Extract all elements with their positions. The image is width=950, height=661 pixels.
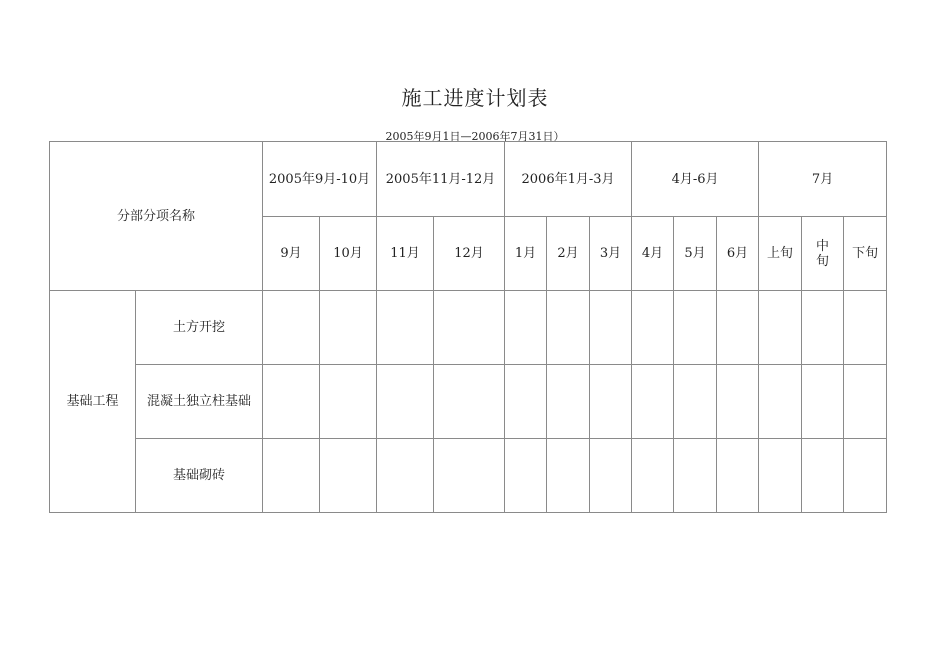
month-header: 11月 [377,217,434,291]
schedule-cell [377,291,434,365]
schedule-table [49,141,887,513]
schedule-cell [434,365,505,439]
schedule-cell [505,365,547,439]
name-header: 分部分项名称 [50,142,263,291]
month-header [802,217,844,291]
date-range: 2005年9月1日—2006年7月31日） [385,130,565,143]
schedule-cell [590,439,632,513]
schedule-cell [263,365,320,439]
period-header: 2005年11月-12月 [377,142,505,217]
schedule-cell [844,439,887,513]
schedule-cell [547,365,590,439]
schedule-cell [759,365,802,439]
schedule-cell [377,365,434,439]
schedule-cell [434,291,505,365]
document-title: 施工进度计划表 [401,86,549,110]
schedule-cell [320,291,377,365]
table-row [50,439,887,513]
schedule-cell [632,365,674,439]
header-row-periods [50,142,887,217]
period-header: 2006年1月-3月 [505,142,632,217]
schedule-cell [547,439,590,513]
schedule-cell [844,291,887,365]
schedule-cell [263,291,320,365]
month-header: 4月 [632,217,674,291]
schedule-cell [802,439,844,513]
schedule-cell [320,439,377,513]
month-header: 9月 [263,217,320,291]
item-name: 混凝土独立柱基础 [136,365,263,439]
schedule-cell [505,291,547,365]
schedule-cell [802,365,844,439]
schedule-cell [717,365,759,439]
schedule-cell [547,291,590,365]
schedule-cell [717,291,759,365]
table-row [50,365,887,439]
month-header-label: 中旬 [816,238,830,269]
month-header: 1月 [505,217,547,291]
schedule-cell [590,291,632,365]
month-header: 上旬 [759,217,802,291]
table-row [50,291,887,365]
schedule-cell [320,365,377,439]
schedule-cell [717,439,759,513]
schedule-cell [802,291,844,365]
category-cell: 基础工程 [50,291,136,513]
schedule-cell [759,291,802,365]
schedule-cell [844,365,887,439]
schedule-cell [434,439,505,513]
schedule-cell [632,439,674,513]
schedule-cell [263,439,320,513]
month-header: 10月 [320,217,377,291]
schedule-cell [632,291,674,365]
schedule-cell [674,291,717,365]
month-header: 12月 [434,217,505,291]
period-header: 7月 [759,142,887,217]
period-header: 2005年9月-10月 [263,142,377,217]
schedule-cell [674,439,717,513]
item-name: 土方开挖 [136,291,263,365]
schedule-cell [674,365,717,439]
schedule-cell [759,439,802,513]
period-header: 4月-6月 [632,142,759,217]
schedule-cell [377,439,434,513]
schedule-cell [505,439,547,513]
month-header: 2月 [547,217,590,291]
month-header: 6月 [717,217,759,291]
schedule-cell [590,365,632,439]
month-header: 下旬 [844,217,887,291]
month-header: 5月 [674,217,717,291]
month-header: 3月 [590,217,632,291]
item-name: 基础砌砖 [136,439,263,513]
